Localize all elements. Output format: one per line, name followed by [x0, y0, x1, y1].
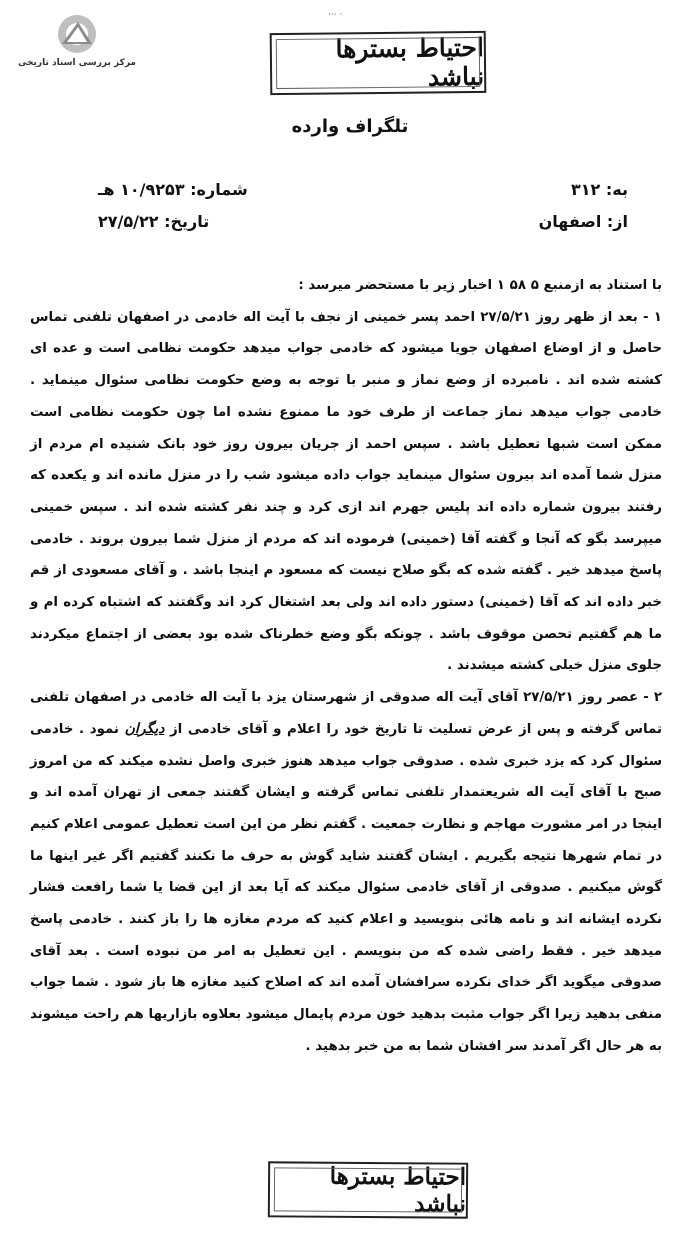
document-number: شماره: ۱۰/۹۲۵۳ هـ [98, 180, 248, 199]
handwritten-insertion: دیگران [124, 720, 165, 737]
telegram-body [30, 270, 662, 1063]
paragraph-2 [30, 682, 662, 1062]
top-marks: ··· · [328, 10, 343, 20]
intro-line: با استناد به ازمنبع ۵ ۵۸ ۱ اخبار زیر با مستحضر میرسد : [298, 278, 662, 293]
stamp-text: احتیاط بسترها نباشد [335, 32, 485, 92]
paragraph-2-end: نمود . خادمی سئوال کرد که یزد خبری شده . صدوقی جواب میدهد هنوز خبری واصل نشده میکند که من امروز صبح با آقای آیت اله شریعتمدار تلفنی تماس گرفته و ایشان گفتند جمعی از تهران آمده اند و اینجا در امر مشورت مهاجم و نظارت جمعیت . گفتم نظر من این است تعطیل عمومی اعلام کنیم در تمام شهرها نتیجه بگیریم . ایشان گفتند شاید گوش به حرف ما نکنند گفتیم اگر غیر اینها ما گوش میکنیم . صدوقی از آقای خادمی سئوال میکند که آیا بعد از این قضا یا شما رافعت فشار نکرده ایشانه اند و نامه هائی بنویسید و اعلام کنید که مردم مغازه ها را باز کنند . خادمی پاسخ میدهد خیر . فقط راضی شده که من بنویسم . این تعطیل به امر من نبوده است . بعد آقای صدوقی میگوید اگر خدای نکرده سرافشان آمده اند که اصلاح کنید مغازه ها باز شود . شما جواب منفی بدهید زیرا اگر جواب مثبت بدهید خون مردم پایمال میشود بعلاوه بازاریها هم راحت میشوند به هر حال اگر آمدند سر افشان شما به من خبر بدهید . [30, 721, 662, 1054]
confidential-stamp-top [270, 31, 487, 95]
paragraph-2-start: ۲ - عصر روز ۲۷/۵/۲۱ آقای آیت اله صدوقی از شهرستان یزد با آیت اله خادمی در اصفهان تلفنی تماس گرفته و پس از عرض تسلیت تا تاریخ خود را اعلام و آقای خادمی از [30, 690, 662, 737]
recipient-number: به: ۳۱۲ [571, 180, 628, 199]
stamp-text: احتیاط بسترها نباشد [329, 1162, 467, 1218]
sender-origin: از: اصفهان [538, 212, 628, 231]
confidential-stamp-bottom [268, 1161, 468, 1218]
archive-logo-icon [52, 14, 102, 56]
document-title: تلگراف وارده [291, 116, 409, 137]
archive-logo-text: مرکز بررسی اسناد تاریخی [17, 58, 136, 68]
paragraph-1: ۱ - بعد از ظهر روز ۲۷/۵/۲۱ احمد پسر خمینی از نجف با آیت اله خادمی در اصفهان تلفنی تماس حاصل و از اوضاع اصفهان جویا میشود که خادمی جواب میدهد حکومت نظامی است و عده ای کشته شده اند . نامبرده از وضع نماز و منبر با توجه به وضع حکومت نظامی سئوال مینماید . خادمی جواب میدهد نماز جماعت از طرف خود ما ممنوع نشده اما چون حکومت نظامی است ممکن است شبها تعطیل باشد . سپس احمد از جریان بیرون روز خود بانک شنیده ام مردم از منزل شما آمده اند بیرون سئوال مینماید جواب داده میشود شب را در منزل مانده اند و یکعده که رفتند بیرون شماره داده اند پلیس جهرم اند ازی کرد و چند نفر کشته شده اند . سپس خمینی میپرسد بگو که آنجا و گفته آقا (خمینی) فرموده اند که مردم از منزل شما بیرون بروند . خادمی پاسخ میدهد خیر . گفته شده که بگو صلاح نیست که مسعود م اینجا باشد . و آقای مسعودی از قم خبر داده اند که آقا (خمینی) دستور داده اند ولی بعد اشتغال کرد اند وگفتند که اشتباه کرده ام و ما هم گفتیم تحصن موقوف باشد . چونکه بگو وضع خطرناک شده بود بعضی از اجتماع میکردند جلوی منزل خیلی کشته میشدند . [30, 309, 662, 674]
document-date: تاریخ: ۲۷/۵/۲۲ [98, 212, 210, 231]
archive-logo [18, 14, 136, 76]
